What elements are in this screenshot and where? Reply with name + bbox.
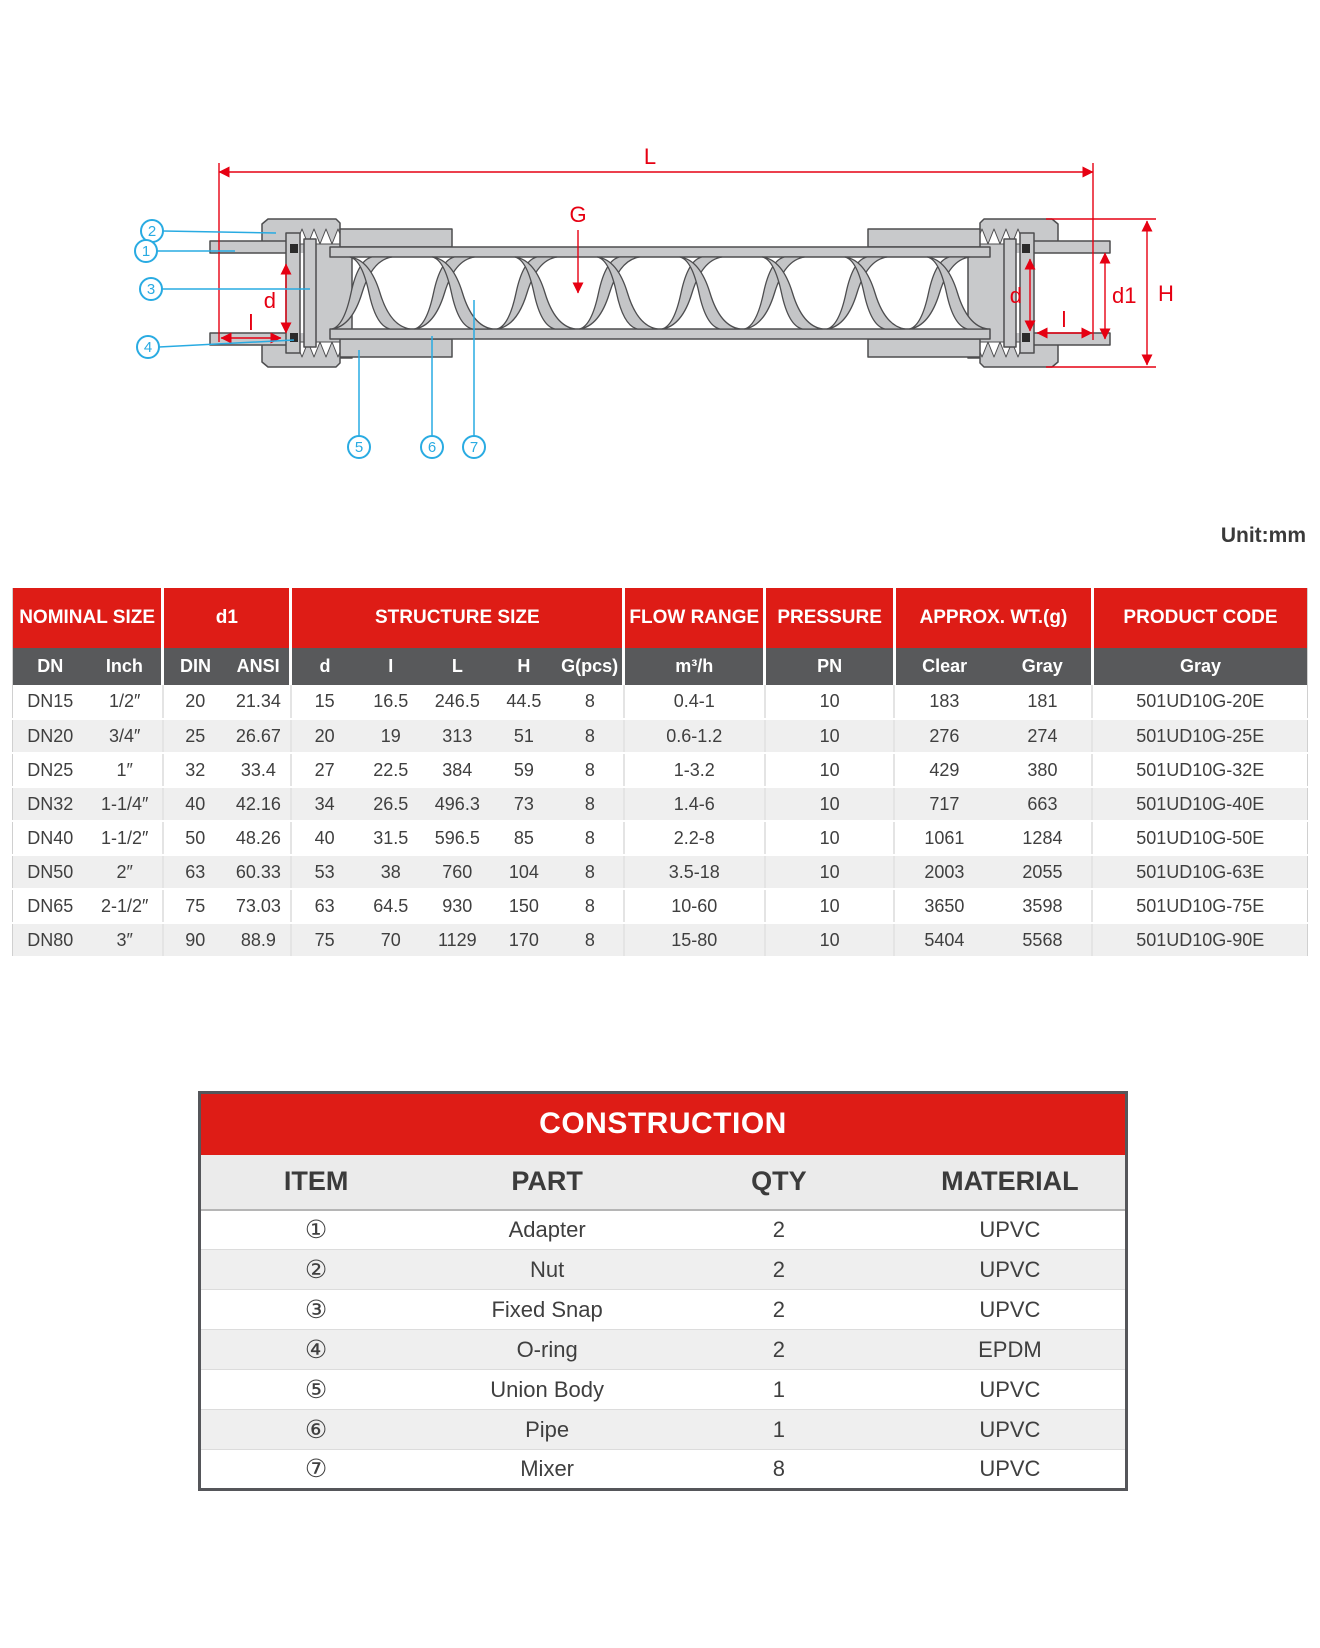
construction-cell: UPVC [895, 1410, 1127, 1450]
spec-cell: 27 [291, 753, 358, 787]
svg-text:5: 5 [354, 439, 364, 456]
spec-table-row [13, 889, 1308, 923]
dim-label-G: G [569, 202, 587, 227]
callout-4 [137, 336, 159, 358]
spec-cell: 2003 [894, 855, 993, 889]
spec-cell: 26.5 [357, 787, 424, 821]
construction-cell: 2 [663, 1330, 895, 1370]
item-number: ⑥ [200, 1410, 432, 1450]
spec-cell: DN25 [13, 753, 88, 787]
spec-cell: 1″ [88, 753, 163, 787]
specification-table [12, 588, 1308, 958]
union-body-right-top [868, 229, 980, 247]
spec-cell: 33.4 [227, 753, 291, 787]
spec-cell: DN80 [13, 923, 88, 957]
dim-label-H: H [1158, 281, 1174, 306]
spec-cell: 20 [163, 685, 227, 719]
spec-cell: 501UD10G-40E [1092, 787, 1307, 821]
spec-cell: 15-80 [624, 923, 765, 957]
col-item: ITEM [200, 1155, 432, 1210]
spec-cell: 3″ [88, 923, 163, 957]
union-body-right-bottom [868, 339, 980, 357]
spec-table-row [13, 923, 1308, 957]
spec-cell: 63 [163, 855, 227, 889]
spec-cell: 53 [291, 855, 358, 889]
adapter-right-bottom [1032, 333, 1110, 345]
static-mixer-diagram [0, 0, 1320, 480]
spec-cell: 10 [765, 855, 895, 889]
spec-cell: 59 [491, 753, 558, 787]
callout-7 [463, 436, 485, 458]
construction-cell: UPVC [895, 1210, 1127, 1250]
spec-cell: 19 [357, 719, 424, 753]
spec-cell: 16.5 [357, 685, 424, 719]
item-number: ⑦ [200, 1450, 432, 1490]
spec-cell: 501UD10G-90E [1092, 923, 1307, 957]
spec-cell: 496.3 [424, 787, 491, 821]
spec-cell: 501UD10G-63E [1092, 855, 1307, 889]
spec-cell: DN65 [13, 889, 88, 923]
spec-cell: 246.5 [424, 685, 491, 719]
spec-cell: 2.2-8 [624, 821, 765, 855]
spec-cell: 26.67 [227, 719, 291, 753]
col-h: H [491, 648, 558, 685]
item-number: ④ [200, 1330, 432, 1370]
spec-cell: 34 [291, 787, 358, 821]
spec-cell: 150 [491, 889, 558, 923]
construction-cell: 1 [663, 1410, 895, 1450]
group-product-code: PRODUCT CODE [1092, 588, 1307, 648]
dim-label-L: L [643, 144, 657, 169]
spec-cell: 8 [557, 821, 624, 855]
spec-cell: 1-3.2 [624, 753, 765, 787]
spec-cell: 8 [557, 685, 624, 719]
construction-cell: 1 [663, 1370, 895, 1410]
construction-cell: Union Body [431, 1370, 663, 1410]
o-ring-left-top [290, 244, 298, 253]
spec-cell: 40 [291, 821, 358, 855]
spec-cell: 2″ [88, 855, 163, 889]
construction-cell: Fixed Snap [431, 1290, 663, 1330]
spec-cell: 10 [765, 787, 895, 821]
spec-cell: 31.5 [357, 821, 424, 855]
construction-cell: 2 [663, 1210, 895, 1250]
spec-cell: 313 [424, 719, 491, 753]
construction-cell: Pipe [431, 1410, 663, 1450]
spec-cell: 10 [765, 923, 895, 957]
spec-cell: 501UD10G-32E [1092, 753, 1307, 787]
construction-row [200, 1370, 1127, 1410]
spec-cell: 64.5 [357, 889, 424, 923]
construction-cell: Adapter [431, 1210, 663, 1250]
spec-cell: 181 [993, 685, 1092, 719]
spec-cell: 0.6-1.2 [624, 719, 765, 753]
callout-2 [141, 220, 163, 242]
spec-cell: 380 [993, 753, 1092, 787]
spec-cell: 10 [765, 719, 895, 753]
construction-row [200, 1450, 1127, 1490]
spec-cell: 104 [491, 855, 558, 889]
construction-title: CONSTRUCTION [200, 1093, 1127, 1155]
svg-text:6: 6 [427, 439, 437, 456]
spec-cell: 596.5 [424, 821, 491, 855]
construction-cell: 2 [663, 1250, 895, 1290]
item-number: ③ [200, 1290, 432, 1330]
spec-cell: DN15 [13, 685, 88, 719]
spec-table-row [13, 685, 1308, 719]
spec-cell: 930 [424, 889, 491, 923]
construction-header-row [200, 1155, 1127, 1210]
union-body-left-bottom [340, 339, 452, 357]
spec-cell: 2-1/2″ [88, 889, 163, 923]
dim-label-l-right: l [1061, 307, 1067, 332]
spec-cell: 32 [163, 753, 227, 787]
spec-group-header-row [13, 588, 1308, 648]
construction-cell: 2 [663, 1290, 895, 1330]
spec-cell: 60.33 [227, 855, 291, 889]
col-l: L [424, 648, 491, 685]
spec-cell: 1/2″ [88, 685, 163, 719]
spec-table-row [13, 787, 1308, 821]
svg-text:1: 1 [141, 243, 151, 260]
spec-cell: 20 [291, 719, 358, 753]
unit-label: Unit:mm [1220, 524, 1306, 547]
dim-label-d1: d1 [1112, 283, 1137, 308]
col-din: DIN [163, 648, 227, 685]
spec-cell: 1.4-6 [624, 787, 765, 821]
spec-cell: 22.5 [357, 753, 424, 787]
item-number: ② [200, 1250, 432, 1290]
spec-cell: 3.5-18 [624, 855, 765, 889]
spec-cell: 1061 [894, 821, 993, 855]
spec-cell: DN40 [13, 821, 88, 855]
group-approx-wt: APPROX. WT.(g) [894, 588, 1092, 648]
spec-cell: 274 [993, 719, 1092, 753]
spec-cell: 0.4-1 [624, 685, 765, 719]
spec-cell: 384 [424, 753, 491, 787]
spec-cell: 10 [765, 889, 895, 923]
spec-cell: 5568 [993, 923, 1092, 957]
col-dn: DN [13, 648, 88, 685]
col-gray-wt: Gray [993, 648, 1092, 685]
spec-cell: 75 [291, 923, 358, 957]
construction-cell: Nut [431, 1250, 663, 1290]
construction-row [200, 1210, 1127, 1250]
spec-cell: 1284 [993, 821, 1092, 855]
construction-cell: O-ring [431, 1330, 663, 1370]
construction-cell: UPVC [895, 1290, 1127, 1330]
spec-cell: 1129 [424, 923, 491, 957]
spec-cell: 8 [557, 889, 624, 923]
group-pressure: PRESSURE [765, 588, 895, 648]
construction-cell: UPVC [895, 1370, 1127, 1410]
svg-text:3: 3 [146, 281, 156, 298]
callout-3 [140, 278, 162, 300]
spec-cell: 663 [993, 787, 1092, 821]
spec-table-row [13, 719, 1308, 753]
fixed-snap-left [304, 239, 316, 347]
spec-table-row [13, 821, 1308, 855]
item-number: ① [200, 1210, 432, 1250]
spec-cell: 51 [491, 719, 558, 753]
spec-cell: 501UD10G-25E [1092, 719, 1307, 753]
spec-cell: 3650 [894, 889, 993, 923]
construction-cell: Mixer [431, 1450, 663, 1490]
col-qty: QTY [663, 1155, 895, 1210]
callout-6 [421, 436, 443, 458]
spec-table-row [13, 855, 1308, 889]
svg-text:7: 7 [469, 439, 479, 456]
col-pn: PN [765, 648, 895, 685]
spec-cell: 170 [491, 923, 558, 957]
group-flow-range: FLOW RANGE [624, 588, 765, 648]
spec-cell: 10 [765, 753, 895, 787]
spec-cell: 38 [357, 855, 424, 889]
construction-row [200, 1250, 1127, 1290]
group-d1: d1 [163, 588, 291, 648]
dim-label-d-left: d [263, 288, 276, 313]
o-ring-right-top [1022, 244, 1030, 253]
col-i: I [357, 648, 424, 685]
union-body-left-top [340, 229, 452, 247]
spec-cell: 63 [291, 889, 358, 923]
spec-cell: 501UD10G-75E [1092, 889, 1307, 923]
spec-cell: 8 [557, 923, 624, 957]
construction-row [200, 1330, 1127, 1370]
item-number: ⑤ [200, 1370, 432, 1410]
spec-cell: 15 [291, 685, 358, 719]
spec-cell: 8 [557, 787, 624, 821]
col-ansi: ANSI [227, 648, 291, 685]
spec-cell: DN20 [13, 719, 88, 753]
construction-cell: UPVC [895, 1450, 1127, 1490]
spec-cell: 42.16 [227, 787, 291, 821]
o-ring-right-bottom [1022, 333, 1030, 342]
spec-cell: 717 [894, 787, 993, 821]
spec-table-row [13, 753, 1308, 787]
spec-cell: 85 [491, 821, 558, 855]
spec-cell: 760 [424, 855, 491, 889]
spec-cell: 73 [491, 787, 558, 821]
spec-cell: 21.34 [227, 685, 291, 719]
spec-cell: 48.26 [227, 821, 291, 855]
construction-cell: 8 [663, 1450, 895, 1490]
construction-row [200, 1410, 1127, 1450]
spec-cell: DN32 [13, 787, 88, 821]
col-d: d [291, 648, 358, 685]
spec-cell: 3/4″ [88, 719, 163, 753]
col-part: PART [431, 1155, 663, 1210]
spec-cell: 276 [894, 719, 993, 753]
col-gpcs: G(pcs) [557, 648, 624, 685]
spec-cell: 501UD10G-20E [1092, 685, 1307, 719]
dim-label-l-left: l [248, 310, 254, 335]
spec-cell: 70 [357, 923, 424, 957]
col-material: MATERIAL [895, 1155, 1127, 1210]
construction-table [198, 1091, 1128, 1491]
dim-label-d-right: d [1009, 283, 1022, 308]
spec-cell: 90 [163, 923, 227, 957]
spec-cell: 2055 [993, 855, 1092, 889]
col-gray-code: Gray [1092, 648, 1307, 685]
col-m3h: m³/h [624, 648, 765, 685]
col-clear: Clear [894, 648, 993, 685]
group-nominal-size: NOMINAL SIZE [13, 588, 163, 648]
svg-text:2: 2 [147, 223, 157, 240]
spec-cell: 8 [557, 855, 624, 889]
spec-cell: 8 [557, 753, 624, 787]
spec-cell: 1-1/4″ [88, 787, 163, 821]
spec-cell: 5404 [894, 923, 993, 957]
spec-cell: 88.9 [227, 923, 291, 957]
construction-cell: EPDM [895, 1330, 1127, 1370]
svg-text:4: 4 [143, 339, 153, 356]
spec-cell: 8 [557, 719, 624, 753]
mixer-elements [332, 257, 988, 329]
construction-row [200, 1290, 1127, 1330]
spec-cell: 10-60 [624, 889, 765, 923]
group-structure-size: STRUCTURE SIZE [291, 588, 624, 648]
spec-cell: 25 [163, 719, 227, 753]
pipe-bottom-wall [330, 329, 990, 339]
spec-cell: 183 [894, 685, 993, 719]
spec-cell: 40 [163, 787, 227, 821]
spec-cell: 429 [894, 753, 993, 787]
col-inch: Inch [88, 648, 163, 685]
spec-cell: 10 [765, 685, 895, 719]
spec-cell: 10 [765, 821, 895, 855]
construction-title-row [200, 1093, 1127, 1155]
spec-cell: 44.5 [491, 685, 558, 719]
spec-cell: 3598 [993, 889, 1092, 923]
spec-cell: 501UD10G-50E [1092, 821, 1307, 855]
spec-cell: 1-1/2″ [88, 821, 163, 855]
spec-cell: DN50 [13, 855, 88, 889]
callout-1 [135, 240, 157, 262]
construction-cell: UPVC [895, 1250, 1127, 1290]
spec-cell: 50 [163, 821, 227, 855]
spec-cell: 73.03 [227, 889, 291, 923]
callout-5 [348, 436, 370, 458]
spec-subheader-row [13, 648, 1308, 685]
pipe-top-wall [330, 247, 990, 257]
spec-cell: 75 [163, 889, 227, 923]
adapter-right-top [1032, 241, 1110, 253]
